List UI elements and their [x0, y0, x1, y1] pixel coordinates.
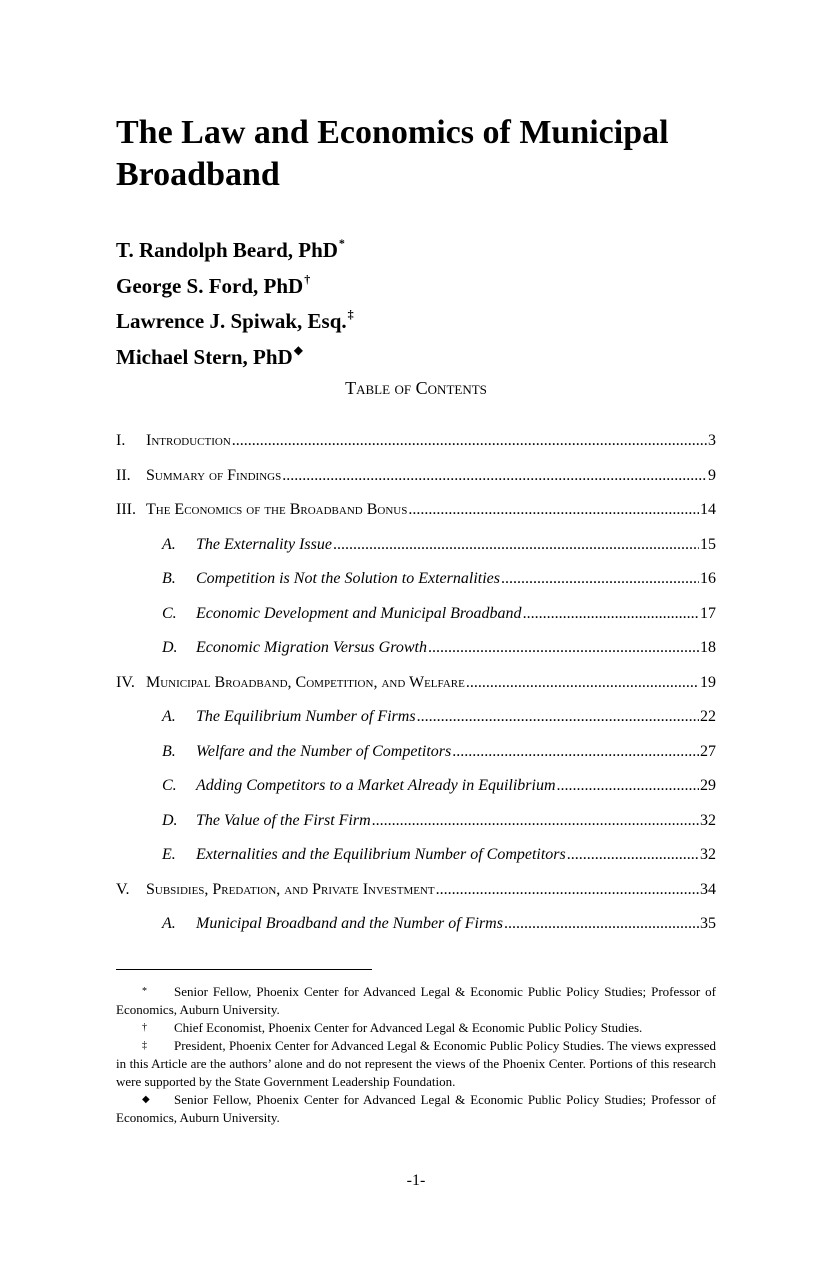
toc-subentry[interactable] — [116, 804, 716, 839]
footnote — [116, 1037, 716, 1091]
toc-entry-label: The Externality Issue — [196, 535, 332, 553]
toc-subentry[interactable] — [116, 769, 716, 804]
toc-entry-label: Externalities and the Equilibrium Number of Competitors — [196, 846, 566, 864]
dot-leader — [372, 812, 699, 830]
toc-subentry[interactable] — [116, 838, 716, 873]
toc-entry-page: 15 — [700, 535, 716, 553]
toc-entry-page: 32 — [700, 846, 716, 864]
toc-entry-number: A. — [162, 915, 176, 933]
toc-entry-number: E. — [162, 846, 176, 864]
footnote-mark[interactable]: ◆ — [293, 342, 303, 357]
toc-entry[interactable] — [116, 459, 716, 494]
dot-leader — [504, 915, 699, 933]
table-of-contents — [116, 424, 716, 942]
dot-leader — [557, 777, 699, 795]
footnote-text: Chief Economist, Phoenix Center for Advanced Legal & Economic Public Policy Studies. — [174, 1020, 643, 1035]
toc-entry-number: C. — [162, 604, 177, 622]
toc-entry-label: Economic Migration Versus Growth — [196, 639, 427, 657]
dot-leader — [436, 881, 699, 899]
toc-entry-number: II. — [116, 466, 131, 484]
toc-entry-page: 14 — [700, 501, 716, 519]
toc-entry-page: 34 — [700, 880, 716, 898]
toc-subentry[interactable] — [116, 562, 716, 597]
author-name: Michael Stern, PhD — [116, 344, 293, 369]
author-line — [116, 230, 354, 266]
author-line — [116, 337, 354, 373]
page-number: -1- — [406, 1172, 426, 1189]
footnotes — [116, 983, 716, 1127]
toc-entry-page: 3 — [708, 432, 716, 450]
toc-entry-page: 16 — [700, 570, 716, 588]
dot-leader — [232, 432, 707, 450]
footnote-mark: * — [142, 986, 147, 997]
toc-entry-page: 18 — [700, 639, 716, 657]
toc-entry-label: Competition is Not the Solution to Externalities — [196, 570, 500, 588]
toc-entry-number: I. — [116, 432, 126, 450]
dot-leader — [333, 536, 699, 554]
footnote-mark: † — [142, 1022, 147, 1033]
footnote-separator — [116, 969, 372, 970]
author-line — [116, 301, 354, 337]
toc-subentry[interactable] — [116, 528, 716, 563]
footnote-text: President, Phoenix Center for Advanced Legal & Economic Public Policy Studies. The views expressed in this Article are the authors’ alone and do not represent the views of the Phoenix Center. Portions of this research were supported by the State Government Leadership Foundation. — [116, 1038, 716, 1089]
toc-entry-page: 29 — [700, 777, 716, 795]
dot-leader — [282, 467, 707, 485]
toc-entry-number: D. — [162, 639, 178, 657]
toc-entry-label: Municipal Broadband, Competition, and Welfare — [146, 673, 465, 691]
toc-entry-label: Summary of Findings — [146, 466, 282, 484]
toc-entry-page: 35 — [700, 915, 716, 933]
dot-leader — [567, 846, 699, 864]
toc-entry[interactable] — [116, 873, 716, 908]
footnote-mark[interactable]: ‡ — [347, 307, 354, 321]
toc-entry-label: The Economics of the Broadband Bonus — [146, 501, 408, 519]
dot-leader — [466, 674, 699, 692]
toc-entry-number: A. — [162, 535, 176, 553]
toc-entry[interactable] — [116, 666, 716, 701]
toc-entry-number: B. — [162, 742, 176, 760]
toc-entry-number: B. — [162, 570, 176, 588]
toc-entry-label: The Value of the First Firm — [196, 811, 371, 829]
toc-entry-page: 19 — [700, 673, 716, 691]
toc-entry[interactable] — [116, 493, 716, 528]
toc-entry-page: 22 — [700, 708, 716, 726]
toc-entry-label: The Equilibrium Number of Firms — [196, 708, 416, 726]
toc-subentry[interactable] — [116, 907, 716, 942]
dot-leader — [523, 605, 699, 623]
toc-entry[interactable] — [116, 424, 716, 459]
article-title: The Law and Economics of Municipal Broadband — [116, 114, 669, 193]
toc-entry-label: Economic Development and Municipal Broadband — [196, 604, 522, 622]
footnote-mark[interactable]: † — [304, 271, 311, 286]
toc-subentry[interactable] — [116, 631, 716, 666]
author-name: Lawrence J. Spiwak, Esq. — [116, 309, 347, 333]
author-list — [116, 230, 354, 372]
toc-entry-number: C. — [162, 777, 177, 795]
dot-leader — [501, 570, 699, 588]
toc-subentry[interactable] — [116, 700, 716, 735]
toc-entry-number: III. — [116, 501, 136, 519]
toc-entry-label: Welfare and the Number of Competitors — [196, 742, 452, 760]
footnote-mark: ‡ — [142, 1040, 147, 1051]
footnote-mark: ◆ — [142, 1094, 150, 1105]
dot-leader — [408, 501, 699, 519]
toc-entry-label: Introduction — [146, 432, 231, 450]
toc-entry-number: IV. — [116, 673, 135, 691]
toc-subentry[interactable] — [116, 735, 716, 770]
toc-entry-page: 17 — [700, 604, 716, 622]
footnote — [116, 1091, 716, 1127]
toc-subentry[interactable] — [116, 597, 716, 632]
toc-entry-page: 9 — [708, 466, 716, 484]
author-line — [116, 266, 354, 302]
author-name: T. Randolph Beard, PhD — [116, 238, 338, 262]
footnote — [116, 983, 716, 1019]
dot-leader — [428, 639, 699, 657]
toc-entry-label: Adding Competitors to a Market Already in Equilibrium — [196, 777, 556, 795]
toc-heading: Table of Contents — [345, 378, 487, 398]
footnote-mark[interactable]: * — [338, 236, 345, 250]
toc-entry-label: Municipal Broadband and the Number of Firms — [196, 915, 503, 933]
toc-entry-page: 27 — [700, 742, 716, 760]
toc-entry-label: Subsidies, Predation, and Private Investment — [146, 880, 435, 898]
author-name: George S. Ford, PhD — [116, 273, 304, 298]
footnote — [116, 1019, 716, 1037]
dot-leader — [452, 743, 699, 761]
footnote-text: Senior Fellow, Phoenix Center for Advanced Legal & Economic Public Policy Studies; Professor of Economics, Auburn University. — [116, 984, 716, 1017]
toc-entry-number: A. — [162, 708, 176, 726]
footnote-text: Senior Fellow, Phoenix Center for Advanced Legal & Economic Public Policy Studies; Professor of Economics, Auburn University. — [116, 1092, 716, 1125]
toc-entry-page: 32 — [700, 811, 716, 829]
toc-entry-number: V. — [116, 880, 130, 898]
toc-entry-number: D. — [162, 811, 178, 829]
dot-leader — [417, 708, 699, 726]
